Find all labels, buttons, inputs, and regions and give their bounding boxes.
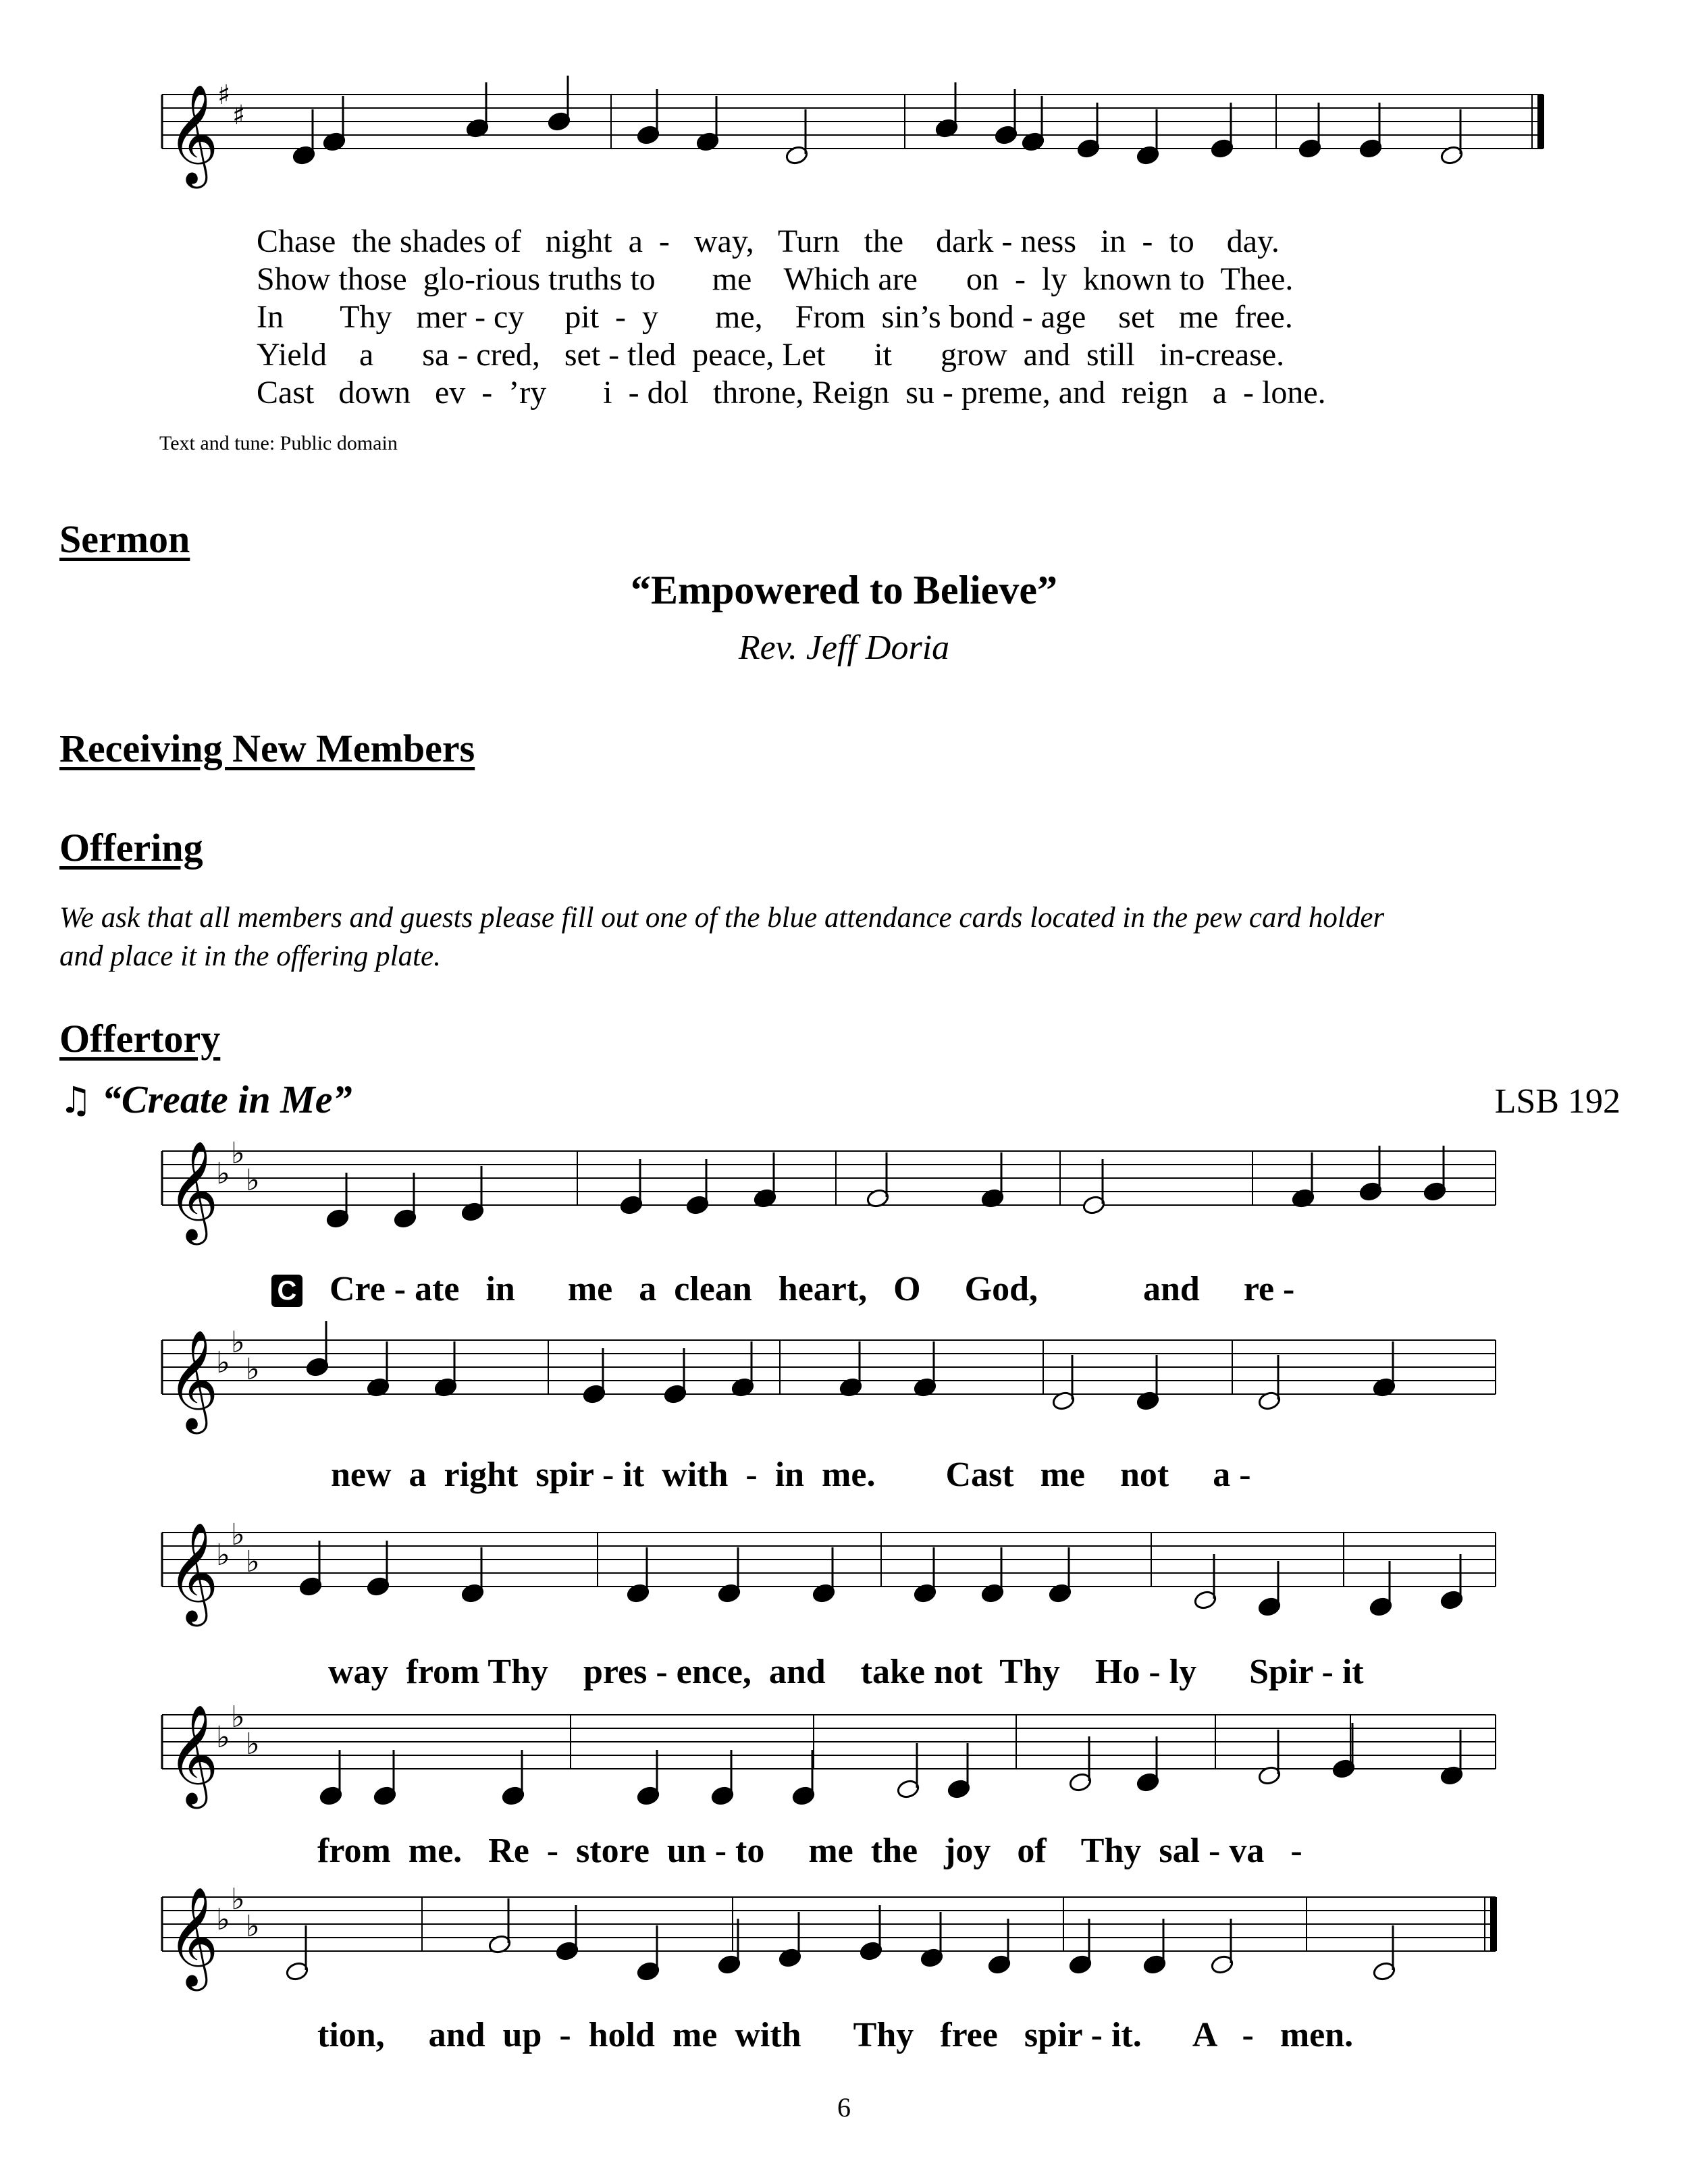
offertory-lyric-line-3: way from Thy pres - ence, and take not Thy Ho - ly Spir - it (328, 1653, 1364, 1691)
flat-icon: ♭ (216, 1156, 230, 1191)
flat-icon: ♭ (216, 1720, 230, 1755)
song-title: “Create in Me” (101, 1077, 352, 1121)
sermon-heading: Sermon (59, 517, 190, 561)
sermon-title: “Empowered to Believe” (630, 568, 1058, 612)
hymn-lyric-line-4: Yield a sa - cred, set - tled peace, Let it grow and still in-crease. (257, 337, 1285, 373)
flat-icon: ♭ (231, 1518, 245, 1552)
offering-note-line-2: and place it in the offering plate. (59, 940, 441, 972)
treble-clef-icon: 𝄞 (167, 1886, 219, 1987)
offering-heading: Offering (59, 826, 203, 870)
flat-icon: ♭ (246, 1352, 260, 1387)
final-barline (1537, 95, 1544, 149)
flat-icon: ♭ (246, 1727, 260, 1761)
flat-icon: ♭ (216, 1902, 230, 1937)
flat-icon: ♭ (216, 1346, 230, 1380)
sharp-icon: ♯ (232, 100, 246, 131)
treble-clef-icon: 𝄞 (167, 1704, 219, 1805)
flat-icon: ♭ (231, 1882, 245, 1917)
hymn-lyric-line-1: Chase the shades of night a - way, Turn the dark - ness in - to day. (257, 223, 1280, 259)
offering-note-line-1: We ask that all members and guests please fill out one of the blue attendance cards located in the pew card holder (59, 902, 1385, 934)
flat-icon: ♭ (231, 1136, 245, 1171)
hymn-lyric-line-2: Show those glo-rious truths to me Which are on - ly known to Thee. (257, 261, 1294, 297)
flat-icon: ♭ (231, 1325, 245, 1360)
hymn-lyric-line-3: In Thy mer - cy pit - y me, From sin’s bond - age set me free. (257, 299, 1293, 335)
congregation-marker (271, 1275, 302, 1307)
offertory-lyric-line-2: new a right spir - it with - in me. Cast me not a - (331, 1456, 1251, 1494)
congregation-marker-label: C (277, 1276, 297, 1306)
hymn-lyric-line-5: Cast down ev - ’ry i - dol throne, Reign su - preme, and reign a - lone. (257, 375, 1326, 410)
final-barline (1490, 1897, 1497, 1951)
sharp-icon: ♯ (217, 80, 231, 111)
treble-clef-icon: 𝄞 (167, 1329, 219, 1430)
page-number: 6 (837, 2092, 851, 2123)
flat-icon: ♭ (246, 1163, 260, 1198)
flat-icon: ♭ (246, 1909, 260, 1944)
hymnal-reference: LSB 192 (1494, 1082, 1620, 1121)
treble-clef-icon: 𝄞 (167, 84, 219, 184)
flat-icon: ♭ (246, 1545, 260, 1579)
flat-icon: ♭ (231, 1700, 245, 1734)
treble-clef-icon: 𝄞 (167, 1140, 219, 1241)
flat-icon: ♭ (216, 1538, 230, 1572)
song-title-row (59, 1077, 352, 1122)
sermon-preacher: Rev. Jeff Doria (738, 629, 950, 667)
receiving-heading: Receiving New Members (59, 726, 475, 770)
offertory-lyric-line-5: tion, and up - hold me with Thy free spir - it. A - men. (317, 2016, 1354, 2054)
offertory-heading: Offertory (59, 1017, 221, 1061)
hymn-credit: Text and tune: Public domain (159, 432, 398, 454)
treble-clef-icon: 𝄞 (167, 1522, 219, 1622)
offertory-lyric-line-1: Cre - ate in me a clean heart, O God, and re - (329, 1270, 1295, 1308)
music-note-icon: ♫ (59, 1079, 93, 1121)
offertory-lyric-line-4: from me. Re - store un - to me the joy of Thy sal - va - (317, 1832, 1302, 1870)
